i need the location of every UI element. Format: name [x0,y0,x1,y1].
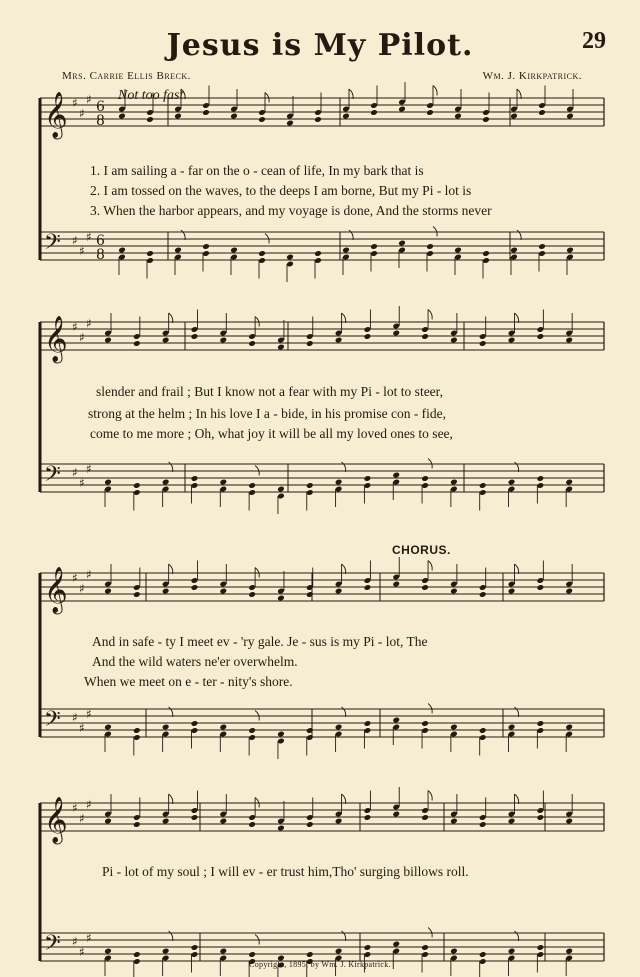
note-head [364,333,372,340]
lyric-line-s3-v1: And in safe - ty I meet ev - 'ry gale. Je - sus is my Pi - lot, The [92,634,428,649]
note-flag [515,313,519,323]
note-flag [342,794,346,804]
note-head [454,247,462,254]
note-head [479,951,487,958]
sharp-icon: ♯ [79,811,85,826]
note-head [370,243,378,250]
note-flag [433,227,437,237]
sharp-icon: ♯ [86,797,92,812]
sharp-icon: ♯ [72,96,78,110]
note-flag [255,568,259,578]
note-flag [517,230,521,240]
note-head [392,941,400,948]
note-flag [169,707,173,717]
lyric-line-s3-v3: When we meet on e - ter - nity's shore. [84,674,293,689]
note-head [146,116,154,123]
note-flag [515,931,519,941]
note-head [104,948,112,955]
note-head [537,333,545,340]
note-flag [349,230,353,240]
lyric-line-s1-v1: 1. I am sailing a - far on the o - cean of life, In my bark that is [90,163,424,178]
note-head [370,109,378,116]
note-flag [169,462,173,472]
note-head [392,581,400,588]
note-head [191,584,199,591]
page-title: Jesus is My Pilot. [166,28,474,63]
note-head [392,811,400,818]
note-head [133,821,141,828]
lyric-line-s2-v1: slender and frail ; But I know not a fear with my Pi - lot to steer, [96,384,444,399]
note-head [537,944,545,951]
note-flag [181,89,185,99]
note-flag [342,564,346,574]
note-flag [169,794,173,804]
sharp-icon: ♯ [79,721,85,735]
note-head [306,340,314,347]
note-head [191,814,199,821]
note-head [133,951,141,958]
note-head [104,818,112,825]
note-flag [428,704,432,714]
note-head [450,724,458,731]
time-signature-bottom: 8 [96,247,105,263]
note-head [162,948,170,955]
note-head [364,814,372,821]
note-head [230,113,238,120]
note-head [248,482,256,489]
note-flag [517,89,521,99]
note-head [104,588,112,595]
note-head [335,337,343,344]
lyric-line-s4-v1: Pi - lot of my soul ; I will ev - er trust him,Tho' surging billows roll. [102,864,469,879]
note-head [565,724,573,731]
note-head [277,825,285,832]
note-head [450,337,458,344]
note-flag [428,561,432,571]
note-flag [428,459,432,469]
note-head [537,814,545,821]
sharp-icon: ♯ [79,945,85,959]
note-head [510,113,518,120]
note-head [450,588,458,595]
sharp-icon: ♯ [86,316,92,331]
sharp-icon: ♯ [79,244,85,258]
sharp-icon: ♯ [72,320,78,334]
note-head [162,724,170,731]
sharp-icon: ♯ [86,567,92,582]
note-head [219,948,227,955]
note-head [314,250,322,257]
note-head [538,109,546,116]
sharp-icon: ♯ [72,934,78,949]
note-head [426,243,434,250]
note-flag [255,466,259,476]
sharp-icon: ♯ [86,931,92,945]
note-head [421,584,429,591]
note-head [133,340,141,347]
note-head [335,588,343,595]
note-head [479,591,487,598]
note-head [162,818,170,825]
note-head [133,591,141,598]
treble-clef-icon: 𝄞 [44,92,68,138]
note-head [146,250,154,257]
time-signature-bottom: 8 [96,113,105,129]
note-head [482,250,490,257]
note-flag [342,313,346,323]
note-head [133,727,141,734]
note-head [191,475,199,482]
bass-clef-icon: 𝄢 [44,931,61,961]
note-head [508,588,516,595]
note-head [118,247,126,254]
sharp-icon: ♯ [72,801,78,815]
note-head [277,344,285,351]
composer-credit: Wm. J. Kirkpatrick. [482,70,582,82]
lyric-line-s1-v3: 3. When the harbor appears, and my voyage is done, And the storms never [90,203,492,218]
note-flag [515,794,519,804]
note-head [306,821,314,828]
note-flag [181,230,185,240]
note-head [392,717,400,724]
note-flag [169,931,173,941]
note-flag [265,234,269,244]
note-flag [342,707,346,717]
note-head [364,475,372,482]
note-head [421,333,429,340]
note-head [202,109,210,116]
note-head [335,818,343,825]
note-head [286,120,294,127]
note-flag [349,89,353,99]
note-flag [169,313,173,323]
note-flag [255,317,259,327]
note-flag [255,711,259,721]
note-head [508,724,516,731]
note-head [277,731,285,738]
note-head [286,254,294,261]
note-head [162,588,170,595]
note-flag [342,931,346,941]
note-head [230,247,238,254]
note-head [306,951,314,958]
note-head [392,472,400,479]
sharp-icon: ♯ [79,476,85,490]
note-head [335,948,343,955]
note-head [421,814,429,821]
sharp-icon: ♯ [72,710,78,725]
sharp-icon: ♯ [86,230,92,244]
note-flag [342,462,346,472]
note-head [219,337,227,344]
note-head [248,727,256,734]
bass-clef-icon: 𝄢 [44,462,61,492]
note-head [479,482,487,489]
note-head [450,948,458,955]
note-head [342,113,350,120]
note-flag [515,564,519,574]
note-head [277,486,285,493]
sharp-icon: ♯ [79,106,85,121]
note-head [174,113,182,120]
note-head [508,818,516,825]
note-head [104,337,112,344]
sharp-icon: ♯ [86,707,92,721]
sharp-icon: ♯ [72,233,78,248]
note-head [219,818,227,825]
note-flag [515,462,519,472]
bass-clef-icon: 𝄢 [44,707,61,737]
sharp-icon: ♯ [79,581,85,596]
note-head [162,479,170,486]
note-head [191,944,199,951]
note-head [191,333,199,340]
note-head [421,475,429,482]
sharp-icon: ♯ [72,465,78,480]
time-signature-top: 6 [96,233,105,249]
note-head [565,337,573,344]
note-head [258,250,266,257]
note-head [104,724,112,731]
note-head [191,720,199,727]
note-head [508,337,516,344]
lyric-line-s2-v2: strong at the helm ; In his love I a - bide, in his promise con - fide, [88,406,447,421]
treble-clef-icon: 𝄞 [44,567,68,613]
note-head [479,727,487,734]
note-flag [169,564,173,574]
note-head [364,584,372,591]
note-head [248,591,256,598]
note-head [219,724,227,731]
note-head [162,337,170,344]
sharp-icon: ♯ [79,330,85,345]
page-number: 29 [582,28,606,54]
note-flag [428,928,432,938]
note-head [510,247,518,254]
note-head [133,482,141,489]
note-head [565,588,573,595]
lyric-line-s3-v2: And the wild waters ne'er overwhelm. [92,654,298,669]
note-head [566,113,574,120]
treble-clef-icon: 𝄞 [44,797,68,843]
note-head [277,595,285,602]
note-head [508,948,516,955]
sharp-icon: ♯ [86,462,92,476]
note-flag [433,86,437,96]
note-head [314,116,322,123]
note-head [566,247,574,254]
note-head [426,109,434,116]
note-head [421,944,429,951]
note-head [364,944,372,951]
note-flag [265,93,269,103]
note-head [258,116,266,123]
tempo-marking: Not too fast. [118,88,187,103]
note-head [450,818,458,825]
note-head [479,340,487,347]
note-head [306,482,314,489]
note-head [202,243,210,250]
note-flag [428,310,432,320]
note-head [398,106,406,113]
note-head [219,588,227,595]
note-head [392,330,400,337]
note-flag [428,791,432,801]
note-head [104,479,112,486]
note-head [537,720,545,727]
note-head [479,821,487,828]
note-head [482,116,490,123]
note-flag [255,935,259,945]
note-head [335,479,343,486]
copyright-notice: Copyright, 1895, by Wm. J. Kirkpatrick. [249,960,391,969]
note-head [398,240,406,247]
note-head [450,479,458,486]
note-flag [515,707,519,717]
note-head [538,243,546,250]
treble-clef-icon: 𝄞 [44,316,68,362]
note-head [335,724,343,731]
note-head [537,475,545,482]
note-flag [255,798,259,808]
lyricist-credit: Mrs. Carrie Ellis Breck. [62,70,191,82]
note-head [364,720,372,727]
sharp-icon: ♯ [86,92,92,107]
note-head [248,821,256,828]
note-head [118,113,126,120]
note-head [248,951,256,958]
note-head [248,340,256,347]
bass-clef-icon: 𝄢 [44,230,61,260]
note-head [421,720,429,727]
note-head [537,584,545,591]
note-head [174,247,182,254]
sharp-icon: ♯ [72,571,78,585]
lyric-line-s2-v3: come to me more ; Oh, what joy it will be all my loved ones to see, [90,426,453,441]
note-head [565,479,573,486]
note-head [508,479,516,486]
lyric-line-s1-v2: 2. I am tossed on the waves, to the deeps I am borne, But my Pi - lot is [90,183,472,198]
note-head [565,818,573,825]
chorus-label: CHORUS. [392,543,451,557]
note-head [219,479,227,486]
time-signature-top: 6 [96,99,105,115]
note-head [342,247,350,254]
note-head [565,948,573,955]
note-head [454,113,462,120]
